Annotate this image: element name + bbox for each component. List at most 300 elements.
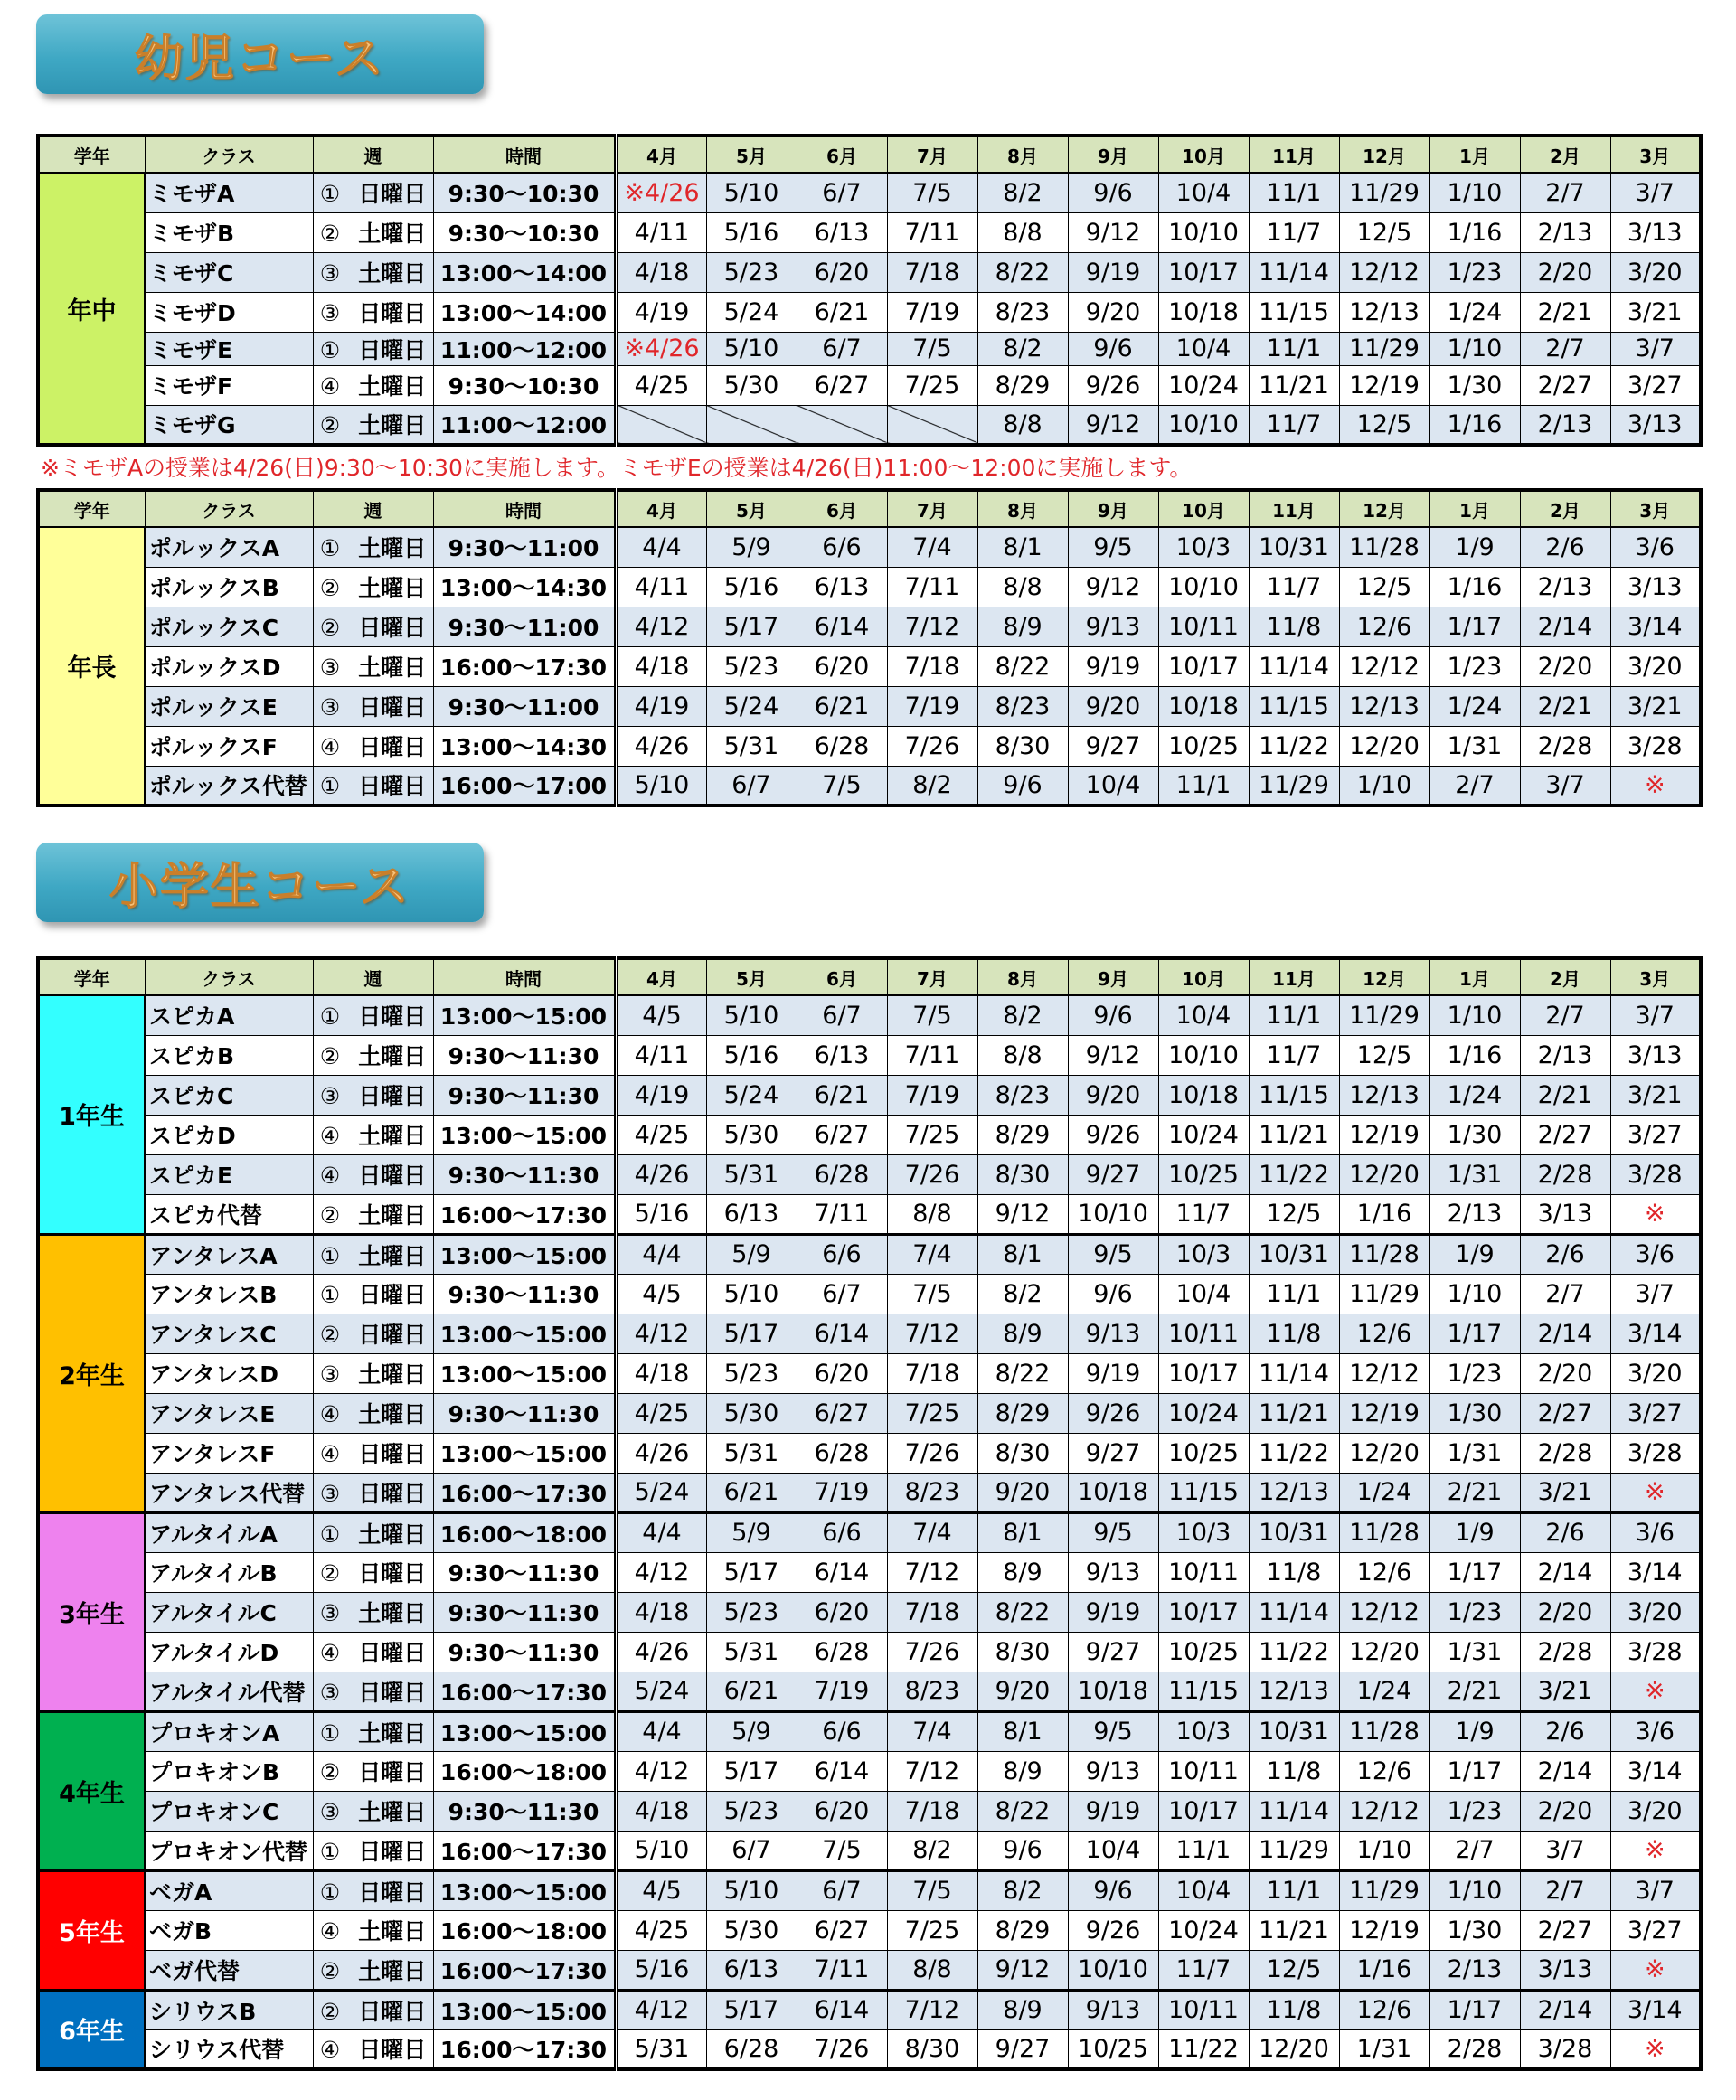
week-number: ② <box>319 1759 341 1785</box>
month-date-cell: 1/30 <box>1429 1393 1520 1433</box>
schedule-row <box>38 1791 1701 1831</box>
month-date-cell: 12/13 <box>1249 1473 1339 1512</box>
month-date-cell: 10/3 <box>1158 527 1249 567</box>
preschool-course-title: 幼児コース <box>134 29 386 87</box>
month-date-cell: 2/27 <box>1520 1393 1610 1433</box>
month-date-cell: 6/20 <box>797 252 887 292</box>
header-cell: クラス <box>145 490 313 527</box>
weekday: 土曜日 <box>358 1043 427 1069</box>
schedule-row <box>38 1035 1701 1075</box>
header-cell: 6月 <box>797 958 887 995</box>
month-date-cell: 10/10 <box>1158 1035 1249 1075</box>
month-date-cell: 2/7 <box>1520 1870 1610 1910</box>
schedule-row <box>38 1552 1701 1592</box>
month-date-cell: 7/26 <box>887 1632 977 1672</box>
month-date-cell: 8/2 <box>977 995 1068 1035</box>
class-name-cell: アンタレスA <box>145 1234 313 1274</box>
month-date-cell: 3/7 <box>1610 332 1701 365</box>
month-date-cell: 9/13 <box>1068 607 1158 646</box>
month-date-cell: 8/9 <box>977 1552 1068 1592</box>
time-cell: 9:30～11:30 <box>433 1035 616 1075</box>
time-cell: 13:00～15:00 <box>433 1353 616 1393</box>
header-cell: 8月 <box>977 490 1068 527</box>
month-date-cell: 3/28 <box>1610 1632 1701 1672</box>
month-date-cell: 9/5 <box>1068 1512 1158 1552</box>
month-date-cell: 6/28 <box>797 726 887 766</box>
month-date-cell: 11/14 <box>1249 1592 1339 1632</box>
week-number: ② <box>319 1201 341 1229</box>
month-date-cell: 7/11 <box>887 1035 977 1075</box>
month-date-cell: 7/19 <box>797 1672 887 1711</box>
month-date-cell: 6/28 <box>797 1154 887 1194</box>
month-date-cell: 1/30 <box>1429 1115 1520 1154</box>
month-date-cell: 11/29 <box>1339 1274 1429 1314</box>
month-date-cell: 2/13 <box>1520 212 1610 252</box>
month-date-cell: 10/10 <box>1158 567 1249 607</box>
schedule-row <box>38 527 1701 567</box>
header-cell: 7月 <box>887 490 977 527</box>
week-number: ① <box>319 773 341 800</box>
month-date-cell: 11/29 <box>1339 995 1429 1035</box>
header-row <box>38 958 1701 995</box>
week-number: ② <box>319 221 341 247</box>
month-date-cell: 10/31 <box>1249 1234 1339 1274</box>
class-name-cell: ミモザD <box>145 292 313 332</box>
weekday: 土曜日 <box>358 1242 427 1269</box>
month-date-cell: 8/2 <box>977 173 1068 212</box>
weekday: 日曜日 <box>358 1838 427 1865</box>
month-date-cell: 10/10 <box>1068 1194 1158 1234</box>
month-date-cell: 6/20 <box>797 646 887 686</box>
month-date-cell: 1/16 <box>1429 212 1520 252</box>
month-date-cell: 2/20 <box>1520 1353 1610 1393</box>
month-date-cell: 7/5 <box>797 1831 887 1870</box>
month-date-cell: 6/13 <box>797 1035 887 1075</box>
month-date-cell: 3/7 <box>1610 173 1701 212</box>
month-date-cell: 2/7 <box>1520 173 1610 212</box>
schedule-row <box>38 646 1701 686</box>
time-cell: 13:00～15:00 <box>433 1433 616 1473</box>
month-date-cell: 9/12 <box>1068 212 1158 252</box>
month-date-cell: 2/14 <box>1520 1751 1610 1791</box>
time-cell: 13:00～15:00 <box>433 1870 616 1910</box>
weekday: 日曜日 <box>358 1083 427 1109</box>
header-cell: 9月 <box>1068 136 1158 173</box>
week-cell <box>313 1473 433 1512</box>
month-date-cell: 8/22 <box>977 1592 1068 1632</box>
month-date-cell: ※ <box>1610 1194 1701 1234</box>
month-date-cell: 5/30 <box>706 1910 797 1950</box>
month-date-cell: 1/30 <box>1429 365 1520 405</box>
week-number: ④ <box>319 734 341 760</box>
month-date-cell: 5/16 <box>706 1035 797 1075</box>
month-date-cell: 7/11 <box>797 1950 887 1990</box>
month-date-cell: 3/14 <box>1610 607 1701 646</box>
month-date-cell: 1/23 <box>1429 1791 1520 1831</box>
month-date-cell: 7/4 <box>887 1711 977 1751</box>
month-date-cell: 11/14 <box>1249 252 1339 292</box>
week-number: ④ <box>319 1640 341 1666</box>
schedule-row <box>38 1512 1701 1552</box>
week-cell <box>313 1154 433 1194</box>
month-date-cell: 2/27 <box>1520 365 1610 405</box>
class-name-cell: ミモザF <box>145 365 313 405</box>
month-date-cell: 6/7 <box>797 332 887 365</box>
week-cell <box>313 1632 433 1672</box>
month-date-cell: 10/11 <box>1158 1990 1249 2029</box>
weekday: 土曜日 <box>358 1123 427 1149</box>
month-date-cell: 7/18 <box>887 252 977 292</box>
month-date-cell: 11/14 <box>1249 1353 1339 1393</box>
weekday: 日曜日 <box>358 2037 427 2064</box>
month-date-cell: 10/4 <box>1158 332 1249 365</box>
schedule-row <box>38 2029 1701 2069</box>
month-date-cell: 8/23 <box>887 1473 977 1512</box>
month-date-cell: 6/13 <box>706 1194 797 1234</box>
month-date-cell: 7/4 <box>887 1234 977 1274</box>
month-date-cell: 11/14 <box>1249 1791 1339 1831</box>
class-name-cell: ポルックスD <box>145 646 313 686</box>
month-date-cell: 11/21 <box>1249 1115 1339 1154</box>
class-name-cell: スピカE <box>145 1154 313 1194</box>
week-number: ② <box>319 575 341 601</box>
month-date-cell: 11/1 <box>1249 995 1339 1035</box>
header-cell: 12月 <box>1339 136 1429 173</box>
time-cell: 16:00～18:00 <box>433 1512 616 1552</box>
month-date-cell: 4/12 <box>616 1751 706 1791</box>
time-cell: 16:00～17:30 <box>433 1473 616 1512</box>
time-cell: 13:00～14:30 <box>433 726 616 766</box>
month-date-cell: 11/7 <box>1249 212 1339 252</box>
month-date-cell: 11/29 <box>1339 1870 1429 1910</box>
month-date-cell: 12/12 <box>1339 1592 1429 1632</box>
week-cell <box>313 1115 433 1154</box>
month-date-cell: 11/8 <box>1249 607 1339 646</box>
class-name-cell: ミモザG <box>145 405 313 445</box>
month-date-cell: 1/9 <box>1429 1711 1520 1751</box>
schedule-row <box>38 995 1701 1035</box>
month-date-cell: 5/17 <box>706 607 797 646</box>
month-date-cell: 3/28 <box>1610 1433 1701 1473</box>
month-date-cell: 1/10 <box>1429 1274 1520 1314</box>
month-date-cell: 7/11 <box>797 1194 887 1234</box>
month-date-cell: 2/7 <box>1429 766 1520 805</box>
month-date-cell: 3/7 <box>1610 1870 1701 1910</box>
class-name-cell: スピカA <box>145 995 313 1035</box>
month-date-cell: 7/25 <box>887 1910 977 1950</box>
month-date-cell: 1/17 <box>1429 1751 1520 1791</box>
class-name-cell: アンタレスE <box>145 1393 313 1433</box>
month-date-cell: 1/24 <box>1339 1473 1429 1512</box>
month-date-cell: 6/27 <box>797 365 887 405</box>
month-date-cell: 12/5 <box>1339 1035 1429 1075</box>
header-cell: 6月 <box>797 490 887 527</box>
time-cell: 9:30～10:30 <box>433 365 616 405</box>
schedule-row <box>38 1672 1701 1711</box>
week-cell <box>313 1711 433 1751</box>
month-date-cell: 8/9 <box>977 1751 1068 1791</box>
header-cell: 12月 <box>1339 490 1429 527</box>
schedule-row <box>38 1632 1701 1672</box>
month-date-cell: 8/30 <box>887 2029 977 2069</box>
month-date-cell: 2/28 <box>1429 2029 1520 2069</box>
week-number: ② <box>319 615 341 641</box>
header-cell: 時間 <box>433 958 616 995</box>
schedule-row <box>38 332 1701 365</box>
class-name-cell: プロキオンA <box>145 1711 313 1751</box>
month-date-cell: 2/6 <box>1520 1711 1610 1751</box>
header-cell: 10月 <box>1158 490 1249 527</box>
month-date-cell: 4/25 <box>616 1910 706 1950</box>
week-cell <box>313 766 433 805</box>
weekday: 日曜日 <box>358 615 427 641</box>
weekday: 日曜日 <box>358 773 427 800</box>
month-date-cell: 3/14 <box>1610 1314 1701 1353</box>
time-cell: 9:30～10:30 <box>433 173 616 212</box>
week-number: ④ <box>319 1123 341 1149</box>
class-name-cell: ポルックスF <box>145 726 313 766</box>
month-date-cell <box>797 405 887 445</box>
header-cell: 1月 <box>1429 490 1520 527</box>
week-cell <box>313 726 433 766</box>
month-date-cell: 6/7 <box>797 1870 887 1910</box>
weekday: 日曜日 <box>358 1679 427 1706</box>
week-number: ③ <box>319 1799 341 1825</box>
month-date-cell: 7/12 <box>887 1990 977 2029</box>
month-date-cell: 9/26 <box>1068 365 1158 405</box>
weekday: 土曜日 <box>358 221 427 247</box>
month-date-cell: 11/28 <box>1339 527 1429 567</box>
class-name-cell: ベガ代替 <box>145 1950 313 1990</box>
week-cell <box>313 607 433 646</box>
month-date-cell: 3/28 <box>1610 1154 1701 1194</box>
month-date-cell: 2/14 <box>1520 1552 1610 1592</box>
month-date-cell: 4/12 <box>616 1552 706 1592</box>
month-date-cell: 12/5 <box>1249 1950 1339 1990</box>
month-date-cell: 3/21 <box>1520 1672 1610 1711</box>
month-date-cell: 10/25 <box>1158 726 1249 766</box>
header-cell: 10月 <box>1158 958 1249 995</box>
month-date-cell: 1/30 <box>1429 1910 1520 1950</box>
week-cell <box>313 1274 433 1314</box>
month-date-cell: 5/24 <box>706 292 797 332</box>
month-date-cell: 2/6 <box>1520 1512 1610 1552</box>
weekday: 土曜日 <box>358 373 427 400</box>
month-date-cell: 12/13 <box>1339 1075 1429 1115</box>
month-date-cell: 9/19 <box>1068 1791 1158 1831</box>
month-date-cell: 3/21 <box>1610 686 1701 726</box>
month-date-cell: 12/20 <box>1339 1632 1429 1672</box>
week-number: ② <box>319 1957 341 1984</box>
weekday: 土曜日 <box>358 1201 427 1229</box>
weekday: 日曜日 <box>358 1163 427 1189</box>
month-date-cell: 9/13 <box>1068 1314 1158 1353</box>
time-cell: 13:00～15:00 <box>433 1234 616 1274</box>
weekday: 土曜日 <box>358 1957 427 1984</box>
header-cell: 4月 <box>616 136 706 173</box>
month-date-cell: 3/21 <box>1610 292 1701 332</box>
month-date-cell: 2/21 <box>1520 686 1610 726</box>
month-date-cell: 11/15 <box>1158 1473 1249 1512</box>
month-date-cell: 10/18 <box>1158 292 1249 332</box>
class-name-cell: スピカB <box>145 1035 313 1075</box>
month-date-cell: 5/9 <box>706 527 797 567</box>
schedule-row <box>38 726 1701 766</box>
month-date-cell: 8/29 <box>977 1910 1068 1950</box>
month-date-cell: 9/13 <box>1068 1990 1158 2029</box>
month-date-cell: 12/12 <box>1339 252 1429 292</box>
month-date-cell: 7/19 <box>887 686 977 726</box>
header-cell: 12月 <box>1339 958 1429 995</box>
month-date-cell: 1/16 <box>1429 567 1520 607</box>
week-cell <box>313 1751 433 1791</box>
month-date-cell: 7/18 <box>887 1353 977 1393</box>
weekday: 土曜日 <box>358 260 427 287</box>
month-date-cell: 6/28 <box>797 1433 887 1473</box>
month-date-cell: 2/7 <box>1429 1831 1520 1870</box>
month-date-cell: 2/21 <box>1520 1075 1610 1115</box>
month-date-cell: 1/17 <box>1429 1314 1520 1353</box>
header-cell: クラス <box>145 136 313 173</box>
month-date-cell: 7/5 <box>887 1870 977 1910</box>
month-date-cell: 9/26 <box>1068 1115 1158 1154</box>
month-date-cell: 5/24 <box>616 1672 706 1711</box>
month-date-cell: 1/9 <box>1429 1234 1520 1274</box>
week-cell <box>313 1393 433 1433</box>
month-date-cell: 2/27 <box>1520 1115 1610 1154</box>
month-date-cell: 12/13 <box>1249 1672 1339 1711</box>
month-date-cell: 8/2 <box>977 1870 1068 1910</box>
header-row <box>38 490 1701 527</box>
time-cell: 9:30～11:30 <box>433 1791 616 1831</box>
month-date-cell: 10/25 <box>1158 1632 1249 1672</box>
weekday: 日曜日 <box>358 1441 427 1467</box>
month-date-cell: 4/4 <box>616 1512 706 1552</box>
schedule-row <box>38 1950 1701 1990</box>
month-date-cell: 2/20 <box>1520 1592 1610 1632</box>
month-date-cell: 2/28 <box>1520 1433 1610 1473</box>
schedule-row <box>38 1115 1701 1154</box>
month-date-cell: 3/13 <box>1610 212 1701 252</box>
pollux-schedule-table <box>36 488 1703 807</box>
class-name-cell: ミモザB <box>145 212 313 252</box>
month-date-cell: 1/24 <box>1339 1672 1429 1711</box>
month-date-cell: 10/3 <box>1158 1711 1249 1751</box>
month-date-cell: 3/13 <box>1520 1194 1610 1234</box>
month-date-cell: 4/12 <box>616 1990 706 2029</box>
weekday: 日曜日 <box>358 1322 427 1348</box>
month-date-cell: 2/13 <box>1429 1194 1520 1234</box>
month-date-cell: 3/27 <box>1610 1393 1701 1433</box>
month-date-cell: 4/11 <box>616 1035 706 1075</box>
month-date-cell: 10/4 <box>1068 766 1158 805</box>
schedule-row <box>38 1433 1701 1473</box>
month-date-cell: 10/11 <box>1158 1552 1249 1592</box>
month-date-cell: 8/8 <box>887 1194 977 1234</box>
month-date-cell: 11/1 <box>1249 1274 1339 1314</box>
weekday: 土曜日 <box>358 1918 427 1945</box>
month-date-cell: 7/5 <box>887 1274 977 1314</box>
month-date-cell: 2/14 <box>1520 607 1610 646</box>
month-date-cell: 9/6 <box>977 1831 1068 1870</box>
month-date-cell: 9/5 <box>1068 1711 1158 1751</box>
month-date-cell: 11/8 <box>1249 1751 1339 1791</box>
class-name-cell: シリウス代替 <box>145 2029 313 2069</box>
header-cell: 9月 <box>1068 958 1158 995</box>
week-number: ④ <box>319 1441 341 1467</box>
time-cell: 9:30～11:30 <box>433 1274 616 1314</box>
schedule-row <box>38 1393 1701 1433</box>
time-cell: 16:00～17:30 <box>433 1950 616 1990</box>
month-date-cell: 10/4 <box>1158 1274 1249 1314</box>
month-date-cell: ※ <box>1610 1473 1701 1512</box>
month-date-cell: 4/18 <box>616 1592 706 1632</box>
month-date-cell: 9/26 <box>1068 1393 1158 1433</box>
month-date-cell: 8/2 <box>977 1274 1068 1314</box>
month-date-cell: 5/10 <box>616 1831 706 1870</box>
grade-cell: 5年生 <box>38 1870 145 1990</box>
month-date-cell: 10/4 <box>1158 1870 1249 1910</box>
header-cell: 学年 <box>38 958 145 995</box>
month-date-cell: 7/26 <box>887 726 977 766</box>
month-date-cell: 10/17 <box>1158 1592 1249 1632</box>
month-date-cell: 12/20 <box>1339 1154 1429 1194</box>
week-number: ② <box>319 1322 341 1348</box>
month-date-cell: 1/31 <box>1429 1632 1520 1672</box>
month-date-cell: 6/21 <box>797 686 887 726</box>
month-date-cell: 5/23 <box>706 646 797 686</box>
month-date-cell: 11/8 <box>1249 1990 1339 2029</box>
month-date-cell: 1/24 <box>1429 1075 1520 1115</box>
weekday: 日曜日 <box>358 300 427 326</box>
week-number: ④ <box>319 1163 341 1189</box>
month-date-cell: 11/29 <box>1339 173 1429 212</box>
month-date-cell: 1/16 <box>1429 1035 1520 1075</box>
month-date-cell: 4/26 <box>616 1632 706 1672</box>
week-number: ③ <box>319 694 341 720</box>
month-date-cell: 12/12 <box>1339 646 1429 686</box>
week-cell <box>313 527 433 567</box>
month-date-cell: 7/5 <box>887 173 977 212</box>
month-date-cell: 3/13 <box>1520 1950 1610 1990</box>
week-cell <box>313 1552 433 1592</box>
class-name-cell: ベガB <box>145 1910 313 1950</box>
month-date-cell: 6/21 <box>797 292 887 332</box>
schedule-row <box>38 1592 1701 1632</box>
weekday: 日曜日 <box>358 1640 427 1666</box>
month-date-cell: 3/28 <box>1610 726 1701 766</box>
header-cell: 6月 <box>797 136 887 173</box>
month-date-cell: 1/10 <box>1339 1831 1429 1870</box>
month-date-cell: 1/31 <box>1429 1433 1520 1473</box>
month-date-cell: 3/6 <box>1610 1234 1701 1274</box>
month-date-cell: 9/19 <box>1068 252 1158 292</box>
month-date-cell: 9/12 <box>977 1950 1068 1990</box>
month-date-cell: 10/31 <box>1249 1512 1339 1552</box>
month-date-cell: 8/23 <box>977 292 1068 332</box>
month-date-cell: 4/5 <box>616 995 706 1035</box>
month-date-cell: ※ <box>1610 766 1701 805</box>
month-date-cell: 10/11 <box>1158 1751 1249 1791</box>
month-date-cell: 9/19 <box>1068 646 1158 686</box>
header-cell: 2月 <box>1520 490 1610 527</box>
month-date-cell: 1/10 <box>1429 332 1520 365</box>
time-cell: 16:00～17:00 <box>433 766 616 805</box>
class-name-cell: スピカD <box>145 1115 313 1154</box>
time-cell: 13:00～15:00 <box>433 1990 616 2029</box>
month-date-cell: 6/7 <box>797 1274 887 1314</box>
month-date-cell: 4/25 <box>616 365 706 405</box>
